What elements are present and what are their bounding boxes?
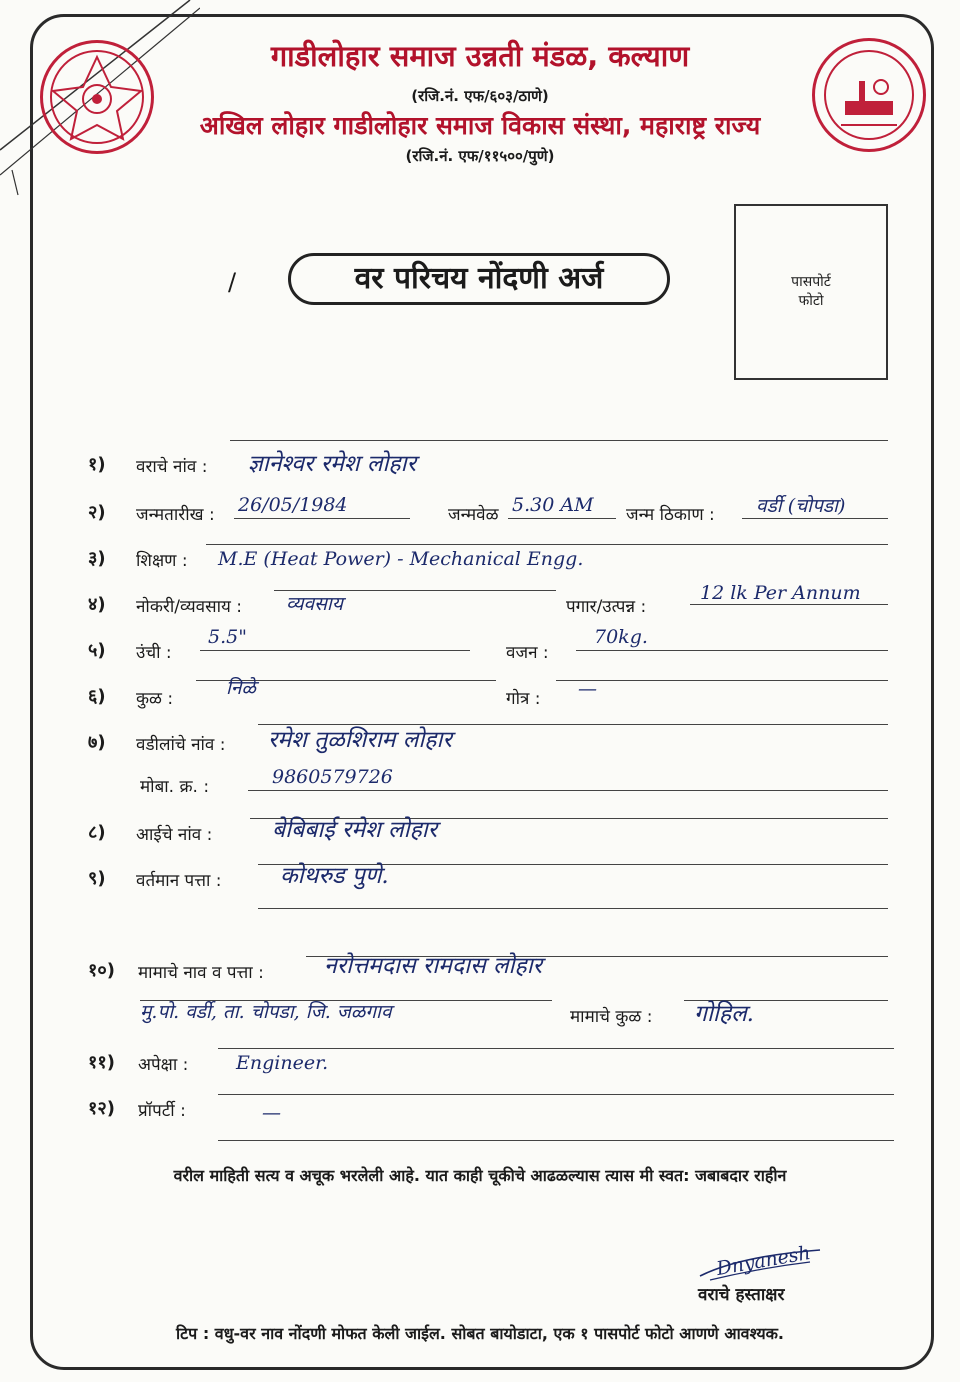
field-number: ९) — [88, 868, 106, 889]
weight-line — [576, 650, 888, 651]
weight-label: वजन : — [506, 643, 549, 663]
groom-signature-scrawl[interactable]: Dnyanesh — [714, 1241, 813, 1281]
height-line — [200, 650, 470, 651]
field-number: ५) — [88, 640, 106, 661]
mobile-value[interactable]: 9860579726 — [272, 766, 393, 788]
maternal-uncle-address-line — [140, 1000, 552, 1001]
field-number: २) — [88, 502, 106, 523]
income-label: पगार/उत्पन्न : — [566, 597, 647, 617]
field-number: १०) — [88, 960, 115, 981]
declaration-text: वरील माहिती सत्य व अचूक भरलेली आहे. यात काही चूकीचे आढळल्यास त्यास मी स्वत: जबाबदार राहीन — [173, 1166, 787, 1185]
org-registration-secondary: (रजि.नं. एफ/११५००/पुणे) — [405, 147, 555, 165]
address-label: वर्तमान पत्ता : — [136, 871, 222, 891]
mobile-line — [248, 790, 888, 791]
org-name-secondary: अखिल लोहार गाडीलोहार समाज विकास संस्था, महाराष्ट्र राज्य — [199, 111, 761, 140]
property-line-1 — [218, 1094, 894, 1095]
maternal-uncle-label: मामाचे नाव व पत्ता : — [138, 963, 264, 983]
groom-name-label: वराचे नांव : — [136, 457, 208, 477]
maternal-clan-value[interactable]: गोहिल. — [694, 1001, 754, 1027]
mother-name-label: आईचे नांव : — [136, 825, 213, 845]
passport-photo-box[interactable] — [734, 204, 888, 380]
education-label: शिक्षण : — [136, 551, 188, 571]
field-number: ६) — [88, 686, 106, 707]
field-number: ११) — [88, 1052, 115, 1073]
maternal-clan-label: मामाचे कुळ : — [570, 1007, 653, 1027]
mobile-label: मोबा. क्र. : — [140, 777, 210, 797]
expectation-value[interactable]: Engineer. — [236, 1052, 329, 1074]
mother-name-value[interactable]: बेबिबाई रमेश लोहार — [272, 817, 438, 843]
field-number: ७) — [88, 732, 106, 753]
birth-time-line — [508, 518, 616, 519]
birth-place-label: जन्म ठिकाण : — [626, 505, 715, 525]
signature-stroke-icon — [690, 1246, 830, 1286]
photo-box-line1: पासपोर्ट — [791, 274, 831, 290]
expectation-label: अपेक्षा : — [138, 1055, 189, 1075]
stray-slash-mark: / — [228, 268, 237, 296]
birth-date-label: जन्मतारीख : — [136, 505, 215, 525]
height-label: उंची : — [136, 643, 172, 663]
maternal-uncle-address-value[interactable]: मु.पो. वर्डी, ता. चोपडा, जि. जळगाव — [140, 1001, 392, 1023]
gotra-line — [556, 680, 888, 681]
field-number: ४) — [88, 594, 106, 615]
education-value[interactable]: M.E (Heat Power) - Mechanical Engg. — [218, 548, 584, 570]
income-value[interactable]: 12 lk Per Annum — [700, 582, 861, 604]
education-line — [206, 544, 888, 545]
address-value[interactable]: कोथरुड पुणे. — [280, 863, 389, 889]
footer-tip: टिप : वधु-वर नाव नोंदणी मोफत केली जाईल. सोबत बायोडाटा, एक १ पासपोर्ट फोटो आणणे आवश्यक. — [175, 1324, 785, 1343]
photo-box-line2: फोटो — [798, 293, 824, 309]
property-label: प्रॉपर्टी : — [138, 1101, 186, 1121]
field-number: ३) — [88, 548, 106, 569]
maternal-uncle-value[interactable]: नरोत्तमदास रामदास लोहार — [324, 953, 543, 979]
birth-time-value[interactable]: 5.30 AM — [512, 494, 594, 516]
groom-name-line — [230, 440, 888, 441]
blacksmith-emblem-icon — [815, 41, 923, 149]
field-number: १२) — [88, 1098, 115, 1119]
birth-place-value[interactable]: वर्डी (चोपडा) — [756, 495, 846, 517]
org-name-primary: गाडीलोहार समाज उन्नती मंडळ, कल्याण — [270, 39, 690, 73]
father-name-label: वडीलांचे नांव : — [136, 735, 226, 755]
birth-place-line — [742, 518, 888, 519]
height-value[interactable]: 5.5" — [208, 626, 247, 648]
org-registration-primary: (रजि.नं. एफ/६०३/ठाणे) — [411, 87, 549, 105]
birth-time-label: जन्मवेळ — [448, 505, 499, 525]
weight-value[interactable]: 70kg. — [594, 626, 648, 648]
property-value[interactable]: — — [262, 1102, 281, 1124]
signature-label: वराचे हस्ताक्षर — [698, 1285, 785, 1305]
occupation-value[interactable]: व्यवसाय — [286, 593, 343, 615]
father-name-value[interactable]: रमेश तुळशिराम लोहार — [268, 727, 452, 753]
clan-label: कुळ : — [136, 689, 174, 709]
gotra-label: गोत्र : — [506, 689, 541, 709]
address-line-2 — [258, 908, 888, 909]
gotra-value[interactable]: — — [578, 678, 597, 700]
property-line-2 — [218, 1140, 894, 1141]
birth-date-line — [234, 518, 410, 519]
form-title: वर परिचय नोंदणी अर्ज — [288, 253, 670, 305]
income-line — [690, 604, 888, 605]
birth-date-value[interactable]: 26/05/1984 — [238, 494, 348, 516]
clan-value[interactable]: निळे — [226, 677, 256, 699]
field-number: ८) — [88, 822, 106, 843]
field-number: १) — [88, 454, 106, 475]
occupation-label: नोकरी/व्यवसाय : — [136, 597, 242, 617]
expectation-line — [218, 1048, 894, 1049]
groom-name-value[interactable]: ज्ञानेश्वर रमेश लोहार — [248, 451, 416, 477]
